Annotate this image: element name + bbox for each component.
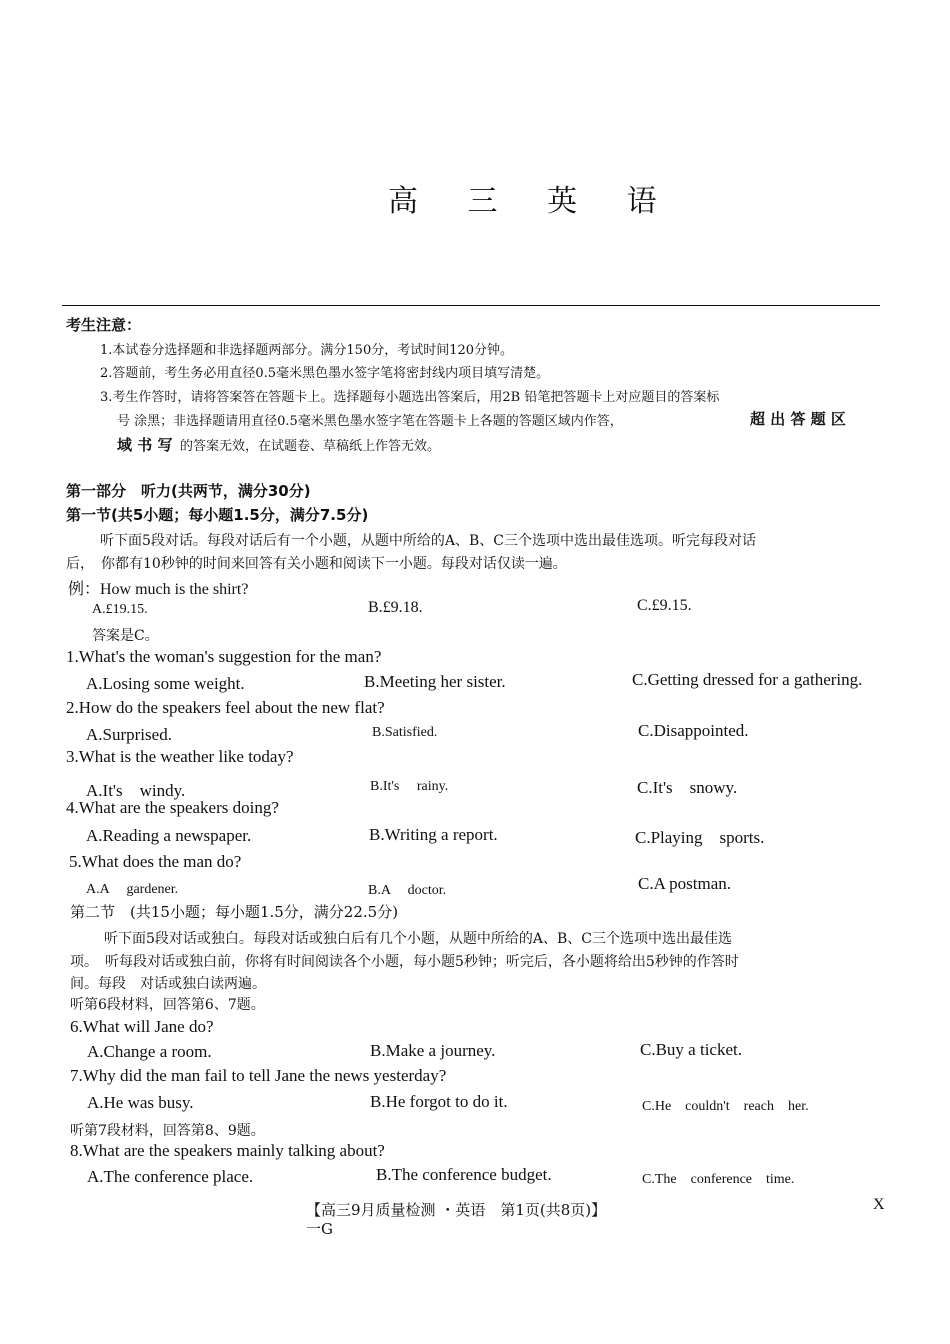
example-option-b: B.£9.18. xyxy=(368,599,423,616)
section2-heading: 第二节 (共15小题；每小题1.5分，满分22.5分) xyxy=(70,903,399,921)
question-7-option-a: A.He was busy. xyxy=(87,1093,194,1112)
question-1: 1.What's the woman's suggestion for the man? xyxy=(66,647,382,666)
page-title: 高 三 英 语 xyxy=(388,184,677,219)
example-question: 例：How much is the shirt? xyxy=(68,581,249,598)
part1-heading: 第一部分 听力(共两节，满分30分) xyxy=(66,482,311,500)
question-2-option-a: A.Surprised. xyxy=(86,725,172,744)
question-2: 2.How do the speakers feel about the new flat? xyxy=(66,698,385,717)
question-5-option-b: B.A doctor. xyxy=(368,883,447,898)
question-8-option-b: B.The conference budget. xyxy=(376,1165,552,1184)
question-3: 3.What is the weather like today? xyxy=(66,747,294,766)
footer-mark: X xyxy=(873,1196,885,1213)
question-6-option-b: B.Make a journey. xyxy=(370,1041,496,1060)
question-6-option-c: C.Buy a ticket. xyxy=(640,1040,742,1059)
section1-heading: 第一节(共5小题；每小题1.5分，满分7.5分) xyxy=(66,506,369,524)
footer-code: 一G xyxy=(306,1220,333,1238)
question-6-option-a: A.Change a room. xyxy=(87,1042,212,1061)
question-2-option-b: B.Satisfied. xyxy=(372,725,438,740)
material-7-heading: 听第7段材料，回答第8、9题。 xyxy=(70,1123,265,1139)
section2-instructions-1: 听下面5段对话或独白。每段对话或独白后有几个小题，从题中所给的A、B、C三个选项中选出最佳选 xyxy=(104,931,733,947)
question-3-option-c: C.It's snowy. xyxy=(637,778,738,797)
question-4-option-b: B.Writing a report. xyxy=(369,825,498,844)
question-1-option-c: C.Getting dressed for a gathering. xyxy=(632,670,863,689)
example-answer: 答案是C。 xyxy=(92,628,159,644)
notice-item-2: 2.答题前，考生务必用直径0.5毫米黑色墨水签字笔将密封线内项目填写清楚。 xyxy=(100,366,550,381)
question-1-option-b: B.Meeting her sister. xyxy=(364,672,506,691)
question-5-option-c: C.A postman. xyxy=(638,874,732,893)
notice-item-3-cont: 号 涂黑；非选择题请用直径0.5毫米黑色墨水签字笔在答题卡上各题的答题区域内作答， xyxy=(117,414,623,429)
notice-item-3-end: 的答案无效，在试题卷、草稿纸上作答无效。 xyxy=(180,439,441,454)
question-7-option-c: C.He couldn't reach her. xyxy=(642,1099,809,1114)
question-3-option-a: A.It's windy. xyxy=(86,781,186,800)
question-4-option-a: A.Reading a newspaper. xyxy=(86,826,252,845)
question-8-option-a: A.The conference place. xyxy=(87,1167,254,1186)
question-8-option-c: C.The conference time. xyxy=(642,1172,795,1187)
notice-item-1: 1.本试卷分选择题和非选择题两部分。满分150分，考试时间120分钟。 xyxy=(100,343,514,358)
question-5-option-a: A.A gardener. xyxy=(86,882,179,897)
notice-emphasis-1: 超 出 答 题 区 xyxy=(750,410,846,428)
question-3-option-b: B.It's rainy. xyxy=(370,779,449,794)
question-7: 7.Why did the man fail to tell Jane the news yesterday? xyxy=(70,1066,447,1085)
page-footer: 【高三9月质量检测 ・英语 第1页(共8页)】 xyxy=(306,1201,607,1219)
example-option-c: C.£9.15. xyxy=(637,597,692,614)
question-8: 8.What are the speakers mainly talking about? xyxy=(70,1141,385,1160)
material-6-heading: 听第6段材料，回答第6、7题。 xyxy=(70,997,265,1013)
question-6: 6.What will Jane do? xyxy=(70,1017,214,1036)
question-7-option-b: B.He forgot to do it. xyxy=(370,1092,508,1111)
section2-instructions-3: 间。每段 对话或独白读两遍。 xyxy=(70,976,266,992)
question-5: 5.What does the man do? xyxy=(69,852,242,871)
notice-emphasis-2: 域 书 写 xyxy=(117,436,173,454)
question-4: 4.What are the speakers doing? xyxy=(66,798,279,817)
section1-instructions-1: 听下面5段对话。每段对话后有一个小题，从题中所给的A、B、C三个选项中选出最佳选项。听完每段对话 xyxy=(100,533,757,549)
question-4-option-c: C.Playing sports. xyxy=(635,828,765,847)
notice-heading: 考生注意： xyxy=(66,316,142,334)
section1-instructions-2: 后， 你都有10秒钟的时间来回答有关小题和阅读下一小题。每段对话仅读一遍。 xyxy=(66,556,567,572)
example-option-a: A.£19.15. xyxy=(92,602,148,617)
title-divider xyxy=(62,305,880,306)
question-1-option-a: A.Losing some weight. xyxy=(86,674,245,693)
section2-instructions-2: 项。 听每段对话或独白前，你将有时间阅读各个小题，每小题5秒钟；听完后，各小题将给出5秒钟的作答时 xyxy=(70,954,739,970)
notice-item-3: 3.考生作答时，请将答案答在答题卡上。选择题每小题选出答案后，用2B 铅笔把答题卡上对应题目的答案标 xyxy=(100,390,720,405)
question-2-option-c: C.Disappointed. xyxy=(638,721,749,740)
